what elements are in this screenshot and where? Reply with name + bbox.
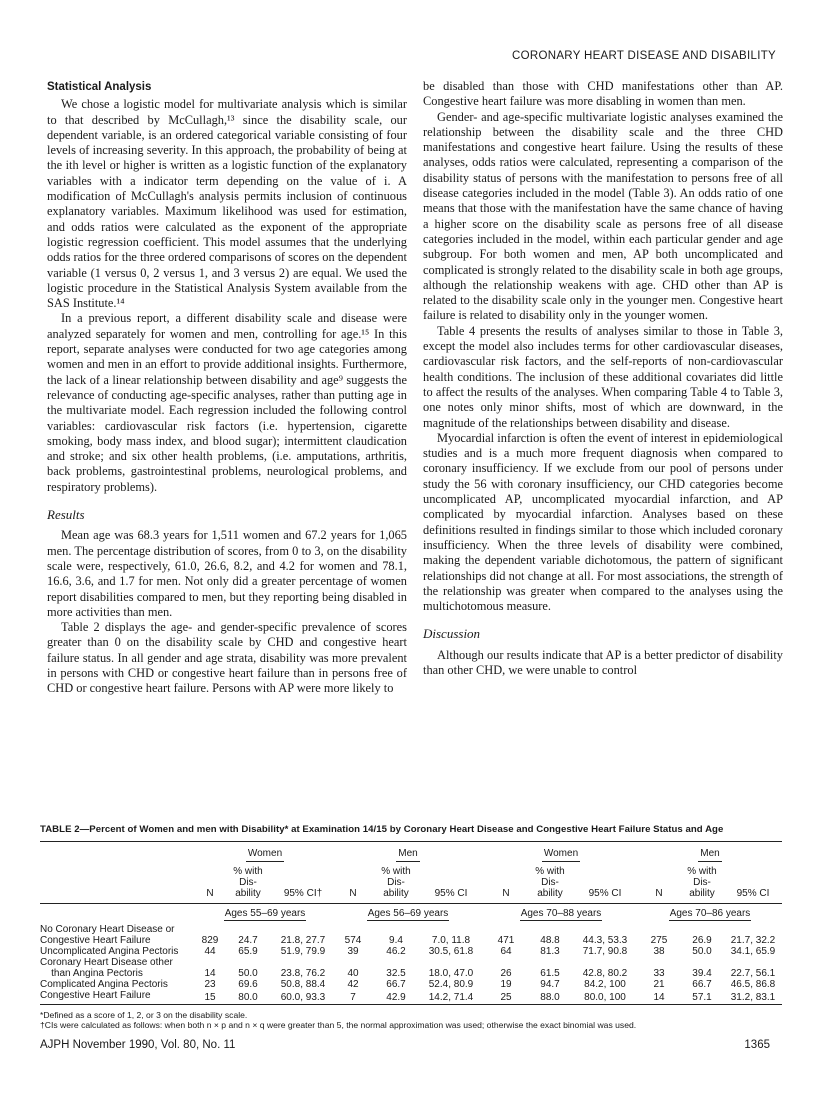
- age-band: Ages 55–69 years: [198, 904, 332, 925]
- cell-n: 44: [204, 946, 216, 957]
- age-band-row: [40, 904, 782, 925]
- table-2: [40, 824, 782, 1030]
- cell-pct: 39.4: [692, 968, 712, 979]
- cell-ci: 71.7, 90.8: [582, 946, 628, 957]
- col-header-pct: % with Dis- ability: [535, 866, 565, 899]
- cell-pct: 50.0: [238, 968, 258, 979]
- table-row: [40, 990, 782, 1005]
- group-header: Men: [332, 842, 484, 867]
- cell-ci: 44.3, 53.3: [582, 935, 628, 946]
- age-band: Ages 70–86 years: [638, 904, 782, 925]
- cell-ci: 84.2, 100: [584, 979, 626, 990]
- cell-ci: 51.9, 79.9: [280, 946, 326, 957]
- right-paragraph-2: Gender- and age-specific multivariate logistic analyses examined the relationship between the disability scale and the three CHD manifestations and congestive heart failure. Using the results of these analyses, odds ratios were calculated, representing a comparison of the disability status of persons with the manifestation to persons free of all disease categories included in the model (Table 3). An odds ratio of one means that those with the manifestation have the same chance of having a higher score on the disability scale as persons free of all disease categories included in the model, within each particular gender and age subgroup. For both women and men, AP both uncomplicated and complicated is strongly related to the disability scale in both age groups, although the relationship weakens with age. CHD other than AP is related to the disability scale only in the younger men. Congestive heart failure is related to disability only in the younger women.: [423, 109, 783, 323]
- cell-pct: 66.7: [692, 979, 712, 990]
- cell-ci: 30.5, 61.8: [428, 946, 474, 957]
- statistical-paragraph-2: In a previous report, a different disability scale and disease were analyzed separately for women and men, controlling for age.¹⁵ In this report, separate analyses were conducted for two age categories among women and men in an effort to provide additional insights. Furthermore, the lack of a linear relationship between disability and age⁹ suggests the relevance of conducting age-specific analyses, rather than putting age in the multivariate model. Each regression included the following control variables: cardiovascular risk factors (i.e. hypertension, cigarette smoking, body mass index, and blood sugar); intermittent claudication and stroke; and six other health problems, (i.e. amputations, arthritis, back problems, gastrointestinal problems, neurological problems, and respiratory problems).: [47, 311, 407, 494]
- cell-ci: 80.0, 100: [584, 991, 626, 1003]
- table-title: TABLE 2—Percent of Women and men with Disability* at Examination 14/15 by Coronary Heart Disease and Congestive Heart Failure Status and Age: [40, 824, 724, 835]
- cell-ci: 18.0, 47.0: [428, 968, 474, 979]
- cell-pct: 80.0: [238, 991, 258, 1003]
- cell-n: 39: [347, 946, 359, 957]
- journal-citation: AJPH November 1990, Vol. 80, No. 11: [40, 1039, 236, 1051]
- column-header-row: [40, 866, 782, 904]
- cell-n: 33: [653, 968, 665, 979]
- table-row: [40, 979, 782, 990]
- statistical-paragraph-1: We chose a logistic model for multivariate analysis which is similar to that described by McCullagh,¹³ since the disability scale, our dependent variable, is an ordered categorical variable consisting of four levels of increasing severity. In this approach, the probability of being at the ith level or higher is written as a logistic function of the explanatory variables with a indicator term depending on the value of i. A modification of McCullagh's analysis permits inclusion of continuous explanatory variables. Maximum likelihood was used for estimation, and odds ratios were calculated as the exponent of the appropriate logistic regression coefficient. This model assumes that the underlying odds ratios for the three ordered comparisons of scores on the dependent variable (1 versus 0, 2 versus 1, and 3 versus 2) are equal. We used the logistic procedure in the Statistical Analysis System available from the SAS Institute.¹⁴: [47, 97, 407, 311]
- discussion-paragraph: Although our results indicate that AP is a better predictor of disability than other CHD, we were unable to control: [423, 647, 783, 677]
- cell-ci: 50.8, 88.4: [280, 979, 326, 990]
- cell-pct: 65.9: [238, 946, 258, 957]
- cell-pct: 46.2: [386, 946, 406, 957]
- table-row: [40, 946, 782, 957]
- cell-pct: 50.0: [692, 946, 712, 957]
- cell-pct: 66.7: [386, 979, 406, 990]
- row-label: Uncomplicated Angina Pectoris: [40, 946, 179, 957]
- right-paragraph-1: be disabled than those with CHD manifestations other than AP. Congestive heart failure was more disabling in women than men.: [423, 79, 783, 109]
- group-header-row: [40, 842, 782, 867]
- row-label: Complicated Angina Pectoris: [40, 979, 168, 990]
- right-paragraph-4: Myocardial infarction is often the event of interest in epidemiological studies and is a much more frequent diagnosis when compared to coronary insufficiency. If we exclude from our pool of persons under study the 56 with coronary insufficiency, our CHD categories become uncomplicated AP, uncomplicated myocardial infarction, and AP complicated by myocardial infarction. Analyses based on these definitions resulted in findings similar to those which included coronary insufficiency. When the three levels of disability were combined, making the dependent variable dichotomous, the pattern of significant relationships did not change at all. For most associations, the strength of the relationship was greater when compared to the analyses using the multichotomous measure.: [423, 430, 783, 614]
- cell-ci: 22.7, 56.1: [730, 968, 776, 979]
- cell-pct: 61.5: [540, 968, 560, 979]
- cell-n: 25: [500, 991, 512, 1003]
- results-paragraph-2: Table 2 displays the age- and gender-specific prevalence of scores greater than 0 on the disability scale by CHD and congestive heart failure status. In all gender and age strata, disability was more prevalent in persons with CHD or congestive heart failure than in persons free of CHD or congestive heart failure. Persons with AP were more likely to: [47, 620, 407, 696]
- row-label: Coronary Heart Disease other: [40, 957, 173, 968]
- col-header-n: N: [206, 888, 214, 899]
- cell-pct: 94.7: [540, 979, 560, 990]
- cell-pct: 32.5: [386, 968, 406, 979]
- col-header-ci: 95% CI: [588, 888, 622, 899]
- cell-ci: 21.8, 27.7: [280, 935, 326, 946]
- table-row: [40, 935, 782, 946]
- statistical-analysis-heading: Statistical Analysis: [47, 81, 152, 93]
- cell-n: 574: [344, 935, 362, 946]
- disability-table: [40, 841, 782, 1005]
- results-paragraph-1: Mean age was 68.3 years for 1,511 women and 67.2 years for 1,065 men. The percentage distribution of scores, from 0 to 3, on the disability scale were, respectively, 61.0, 26.6, 8.2, and 4.2 for women and 78.1, 16.6, 3.6, and 1.7 for men. Not only did a greater percentage of women report disabilities compared to men, but they reporting being disabled in more activities than men.: [47, 528, 407, 619]
- cell-n: 7: [350, 991, 356, 1003]
- cell-n: 275: [650, 935, 668, 946]
- table-row: [40, 957, 782, 968]
- cell-n: 15: [204, 991, 216, 1003]
- cell-pct: 48.8: [540, 935, 560, 946]
- col-header-pct: % with Dis- ability: [381, 866, 411, 899]
- discussion-heading: Discussion: [423, 626, 481, 642]
- cell-pct: 26.9: [692, 935, 712, 946]
- cell-ci: 42.8, 80.2: [582, 968, 628, 979]
- age-band: Ages 70–88 years: [484, 904, 638, 925]
- cell-ci: 23.8, 76.2: [280, 968, 326, 979]
- col-header-n: N: [502, 888, 510, 899]
- cell-ci: 21.7, 32.2: [730, 935, 776, 946]
- col-header-n: N: [655, 888, 663, 899]
- cell-n: 64: [500, 946, 512, 957]
- running-head: CORONARY HEART DISEASE AND DISABILITY: [512, 50, 776, 62]
- cell-n: 471: [497, 935, 515, 946]
- cell-pct: 24.7: [238, 935, 258, 946]
- cell-ci: 46.5, 86.8: [730, 979, 776, 990]
- cell-ci: 7.0, 11.8: [431, 935, 471, 946]
- table-footnotes: [40, 1010, 782, 1030]
- cell-ci: 34.1, 65.9: [730, 946, 776, 957]
- cell-ci: 14.2, 71.4: [428, 991, 474, 1003]
- group-header: Women: [484, 842, 638, 867]
- row-label: Congestive Heart Failure: [40, 935, 151, 946]
- group-header: Women: [198, 842, 332, 867]
- right-paragraph-3: Table 4 presents the results of analyses similar to those in Table 3, except the model also includes terms for other cardiovascular diseases, cardiovascular risk factors, and the self-reports of non-cardiovascular health conditions. The inclusion of these additional covariates did little to affect the results of the analyses. When comparing Table 4 to Table 3, one notes only minor shifts, most of which are downward, in the magnitude of the relationships between disability and disease.: [423, 323, 783, 430]
- col-header-pct: % with Dis- ability: [687, 866, 717, 899]
- table-row: [40, 924, 782, 935]
- footnote: †CIs were calculated as follows: when both n × p and n × q were greater than 5, the normal approximation was used; otherwise the exact binomial was used.: [40, 1020, 637, 1030]
- cell-pct: 9.4: [389, 935, 403, 946]
- cell-n: 19: [500, 979, 512, 990]
- cell-pct: 57.1: [692, 991, 712, 1003]
- cell-n: 42: [347, 979, 359, 990]
- col-header-ci: 95% CI: [736, 888, 770, 899]
- right-column: [423, 79, 783, 678]
- cell-ci: 52.4, 80.9: [428, 979, 474, 990]
- cell-n: 21: [653, 979, 665, 990]
- cell-pct: 81.3: [540, 946, 560, 957]
- cell-n: 26: [500, 968, 512, 979]
- cell-n: 38: [653, 946, 665, 957]
- table-row: [40, 968, 782, 979]
- cell-pct: 69.6: [238, 979, 258, 990]
- col-header-n: N: [349, 888, 357, 899]
- col-header-ci: 95% CI†: [283, 888, 323, 899]
- group-header: Men: [638, 842, 782, 867]
- cell-ci: 31.2, 83.1: [730, 991, 776, 1003]
- row-label: No Coronary Heart Disease or: [40, 924, 175, 935]
- left-column: [47, 80, 407, 697]
- row-label: Congestive Heart Failure: [40, 990, 151, 1001]
- cell-n: 14: [653, 991, 665, 1003]
- cell-ci: 60.0, 93.3: [280, 991, 326, 1003]
- col-header-ci: 95% CI: [434, 888, 468, 899]
- cell-pct: 42.9: [386, 991, 406, 1003]
- results-heading: Results: [47, 507, 85, 523]
- col-header-pct: % with Dis- ability: [233, 866, 263, 899]
- cell-n: 23: [204, 979, 216, 990]
- footnote: *Defined as a score of 1, 2, or 3 on the disability scale.: [40, 1010, 248, 1020]
- cell-n: 14: [204, 968, 216, 979]
- age-band: Ages 56–69 years: [332, 904, 484, 925]
- cell-pct: 88.0: [540, 991, 560, 1003]
- cell-n: 829: [201, 935, 219, 946]
- row-label: than Angina Pectoris: [51, 968, 143, 979]
- cell-n: 40: [347, 968, 359, 979]
- page-number: 1365: [744, 1039, 770, 1051]
